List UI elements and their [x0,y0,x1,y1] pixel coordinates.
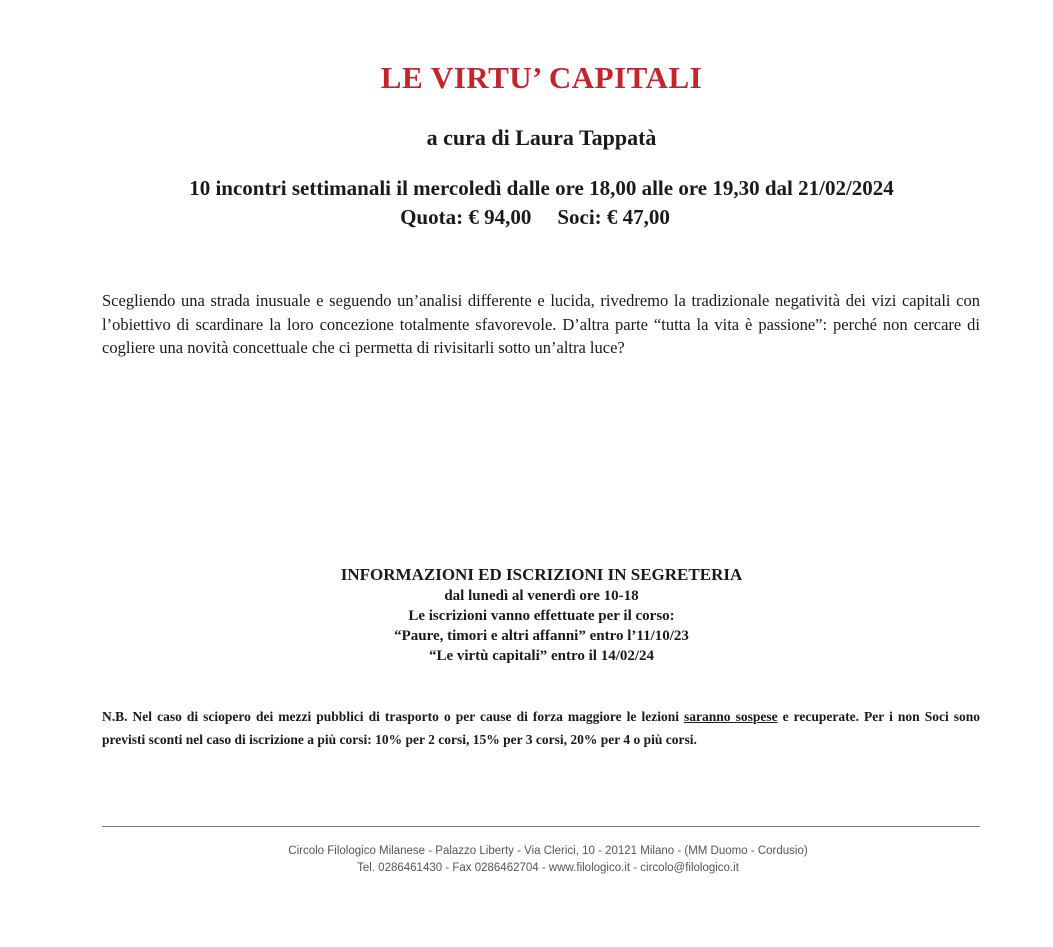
note-paragraph [102,705,980,751]
note-text-2: e recuperate. Per i non Soci sono previsti sconti nel caso di iscrizione a più corsi: 10% per 2 corsi, 15% per 3 corsi, 20% per 4 o più corsi. [102,709,980,747]
price-line [0,205,1053,230]
note-underlined-text: saranno sospese [684,709,778,724]
info-enrollment-intro: Le iscrizioni vanno effettuate per il corso: [408,608,675,624]
course-schedule: 10 incontri settimanali il mercoledì dalle ore 18,00 alle ore 19,30 dal 21/02/2024 [189,176,894,200]
info-course-2: “Le virtù capitali” entro il 14/02/24 [428,648,655,664]
document-title: LE VIRTU’ CAPITALI [380,60,703,95]
note-text-1: N.B. Nel caso di sciopero dei mezzi pubblici di trasporto o per cause di forza maggiore le lezioni [102,709,685,724]
price-quota: Quota: € 94,00 [400,205,532,229]
course-description: Scegliendo una strada inusuale e seguendo un’analisi differente e lucida, rivedremo la tradizionale negatività dei vizi capitali con l’obiettivo di scardinare la loro concezione totalmente sfavorevole. D’altra parte “tutta la vita è passione”: perché non cercare di cogliere una novità concettuale che ci permetta di rivisitarli sotto un’altra luce? [102,291,980,357]
document-subtitle: a cura di Laura Tappatà [426,125,657,150]
footer-address: Circolo Filologico Milanese - Palazzo Liberty - Via Clerici, 10 - 20121 Milano - (MM Duomo - Cordusio) [288,845,808,857]
info-hours: dal lunedì al venerdì ore 10-18 [444,588,639,604]
info-course-1: “Paure, timori e altri affanni” entro l’11/10/23 [394,628,689,644]
footer-divider [102,826,980,827]
info-block [0,564,1053,666]
footer-contacts: Tel. 0286461430 - Fax 0286462704 - www.filologico.it - circolo@filologico.it [357,862,739,874]
info-title: INFORMAZIONI ED ISCRIZIONI IN SEGRETERIA [340,565,743,584]
price-soci: Soci: € 47,00 [557,205,670,229]
footer [0,843,1053,877]
